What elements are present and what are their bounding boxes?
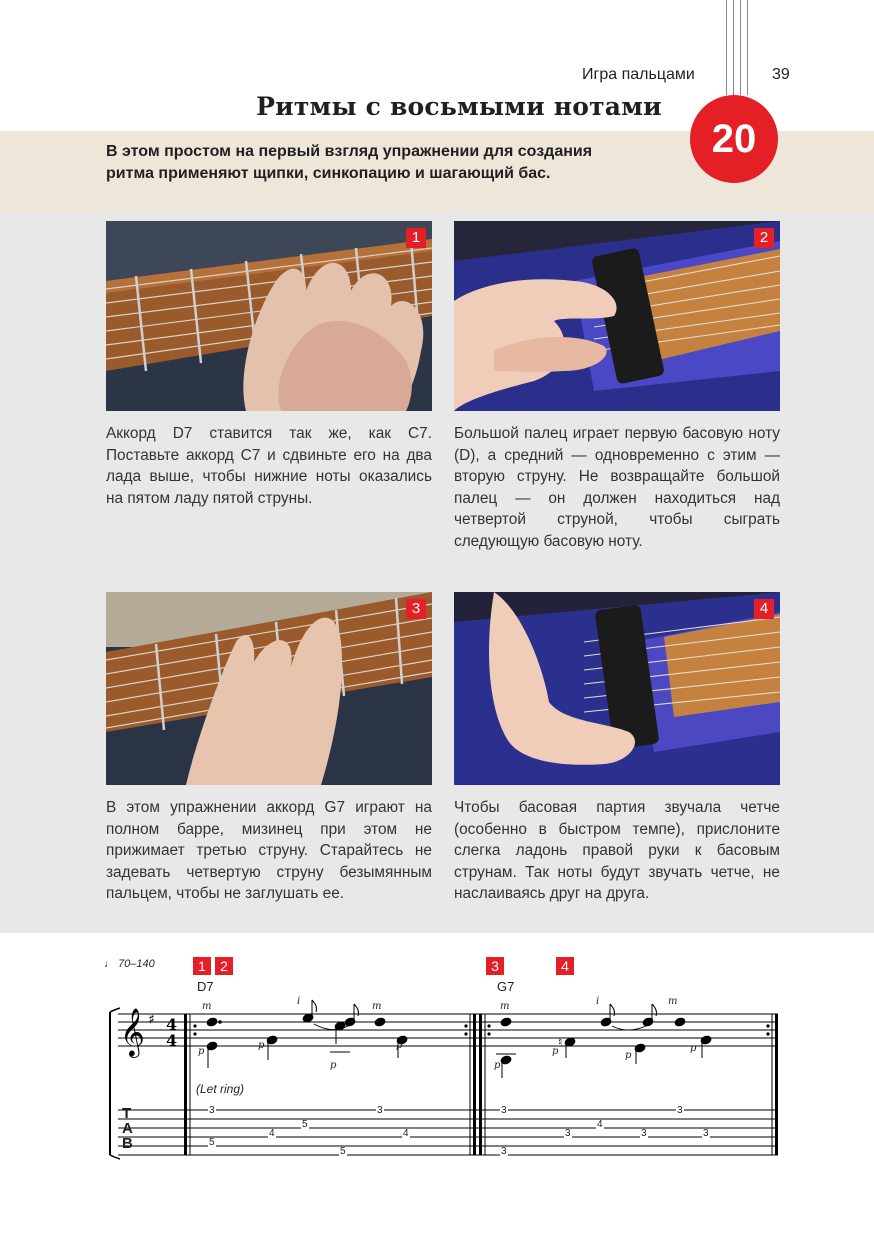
step-badge-1: 1	[406, 228, 426, 248]
fingering-p5: p	[494, 1060, 501, 1071]
photo-step-3-illustration	[106, 592, 432, 785]
step-caption-1: Аккорд D7 ставится так же, как C7. Поставьте аккорд C7 и сдвиньте его на два лада выше, чтобы нижние ноты оказались на пятом ладу пятой струны.	[106, 425, 432, 507]
step-caption-3: В этом упражнении аккорд G7 играют на полном барре, мизинец при этом не прижимает третью струну. Старайтесь не задевать четвертую струну безымянным пальцем, чтобы не заглушать ее.	[106, 799, 432, 902]
photo-step-1-illustration	[106, 221, 432, 411]
notation-marker-4: 4	[556, 957, 574, 975]
step-badge-4: 4	[754, 599, 774, 619]
page-number: 39	[772, 66, 790, 83]
fingering-p4: p	[396, 1040, 403, 1051]
fingering-p7: p	[625, 1050, 632, 1061]
step-badge-3: 3	[406, 599, 426, 619]
time-signature-top: 4	[166, 1015, 178, 1034]
photo-step-4	[454, 592, 780, 785]
fingering-p2: p	[258, 1040, 265, 1051]
tab-letter-t: T	[122, 1105, 132, 1122]
tab-number: 3	[641, 1128, 647, 1139]
sharp-icon: ♯	[148, 1012, 155, 1028]
let-ring-marking: (Let ring)	[196, 1082, 245, 1096]
tab-number: 3	[565, 1128, 571, 1139]
photo-step-2	[454, 221, 780, 411]
tab-number: 4	[269, 1128, 275, 1139]
photo-step-2-illustration	[454, 221, 780, 411]
tempo-value: 70–140	[118, 958, 155, 970]
treble-clef-icon: 𝄞	[120, 1007, 145, 1056]
fingering-m2: m	[372, 1001, 382, 1012]
fingering-m4: m	[668, 996, 678, 1007]
tab-number: 3	[703, 1128, 709, 1139]
notation-marker-1: 1	[193, 957, 211, 975]
tab-number: 5	[209, 1137, 215, 1148]
intro-text: В этом простом на первый взгляд упражнении для создания ритма применяют щипки, синкопацию и шагающий бас.	[106, 143, 593, 182]
fingering-p3: p	[330, 1060, 337, 1071]
fingering-p1: p	[198, 1046, 205, 1057]
notation-system	[100, 950, 790, 1170]
notation-marker-3: 3	[486, 957, 504, 975]
tab-number: 3	[377, 1105, 383, 1116]
chord-name-g7: G7	[497, 979, 515, 994]
page-title: Ритмы с восьмыми нотами	[256, 92, 662, 121]
fingering-m3: m	[500, 1001, 510, 1012]
tempo-marking: ♩ 70–140	[104, 958, 155, 970]
fingering-i1: i	[297, 996, 301, 1007]
fingering-p6: p	[552, 1046, 559, 1057]
natural-sign-icon: ♮	[558, 1035, 563, 1049]
tab-number: 5	[340, 1146, 346, 1157]
tab-number: 3	[677, 1105, 683, 1116]
running-header: Игра пальцами	[582, 66, 695, 83]
photo-step-4-illustration	[454, 592, 780, 785]
step-badge-2: 2	[754, 228, 774, 248]
step-caption-4: Чтобы басовая партия звучала четче (особенно в быстром темпе), прислоните слегка ладонь правой руки к басовым струнам. Так ноты будут звучать четче, не наслаиваясь друг на друга.	[454, 799, 780, 902]
tab-letter-a: A	[122, 1120, 133, 1137]
tab-number: 4	[597, 1119, 603, 1130]
tab-number: 3	[209, 1105, 215, 1116]
staff-and-tab	[100, 950, 790, 1170]
fingering-i2: i	[596, 996, 600, 1007]
tab-number: 3	[501, 1146, 507, 1157]
photo-step-3	[106, 592, 432, 785]
lesson-number-badge: 20	[690, 95, 778, 183]
tab-number: 5	[302, 1119, 308, 1130]
fingering-m1: m	[202, 1001, 212, 1012]
step-caption-2: Большой палец играет первую басовую ноту (D), а средний — одновременно с этим — вторую струну. Не возвращайте большой палец — он должен находиться над четвертой струной, чтобы сыграть следующую басовую ноту.	[454, 425, 780, 550]
margin-rule-lines	[726, 0, 748, 95]
photo-step-1	[106, 221, 432, 411]
tab-number: 3	[501, 1105, 507, 1116]
time-signature-bottom: 4	[166, 1031, 178, 1050]
tab-number: 4	[403, 1128, 409, 1139]
tab-letter-b: B	[122, 1135, 133, 1152]
notation-marker-2: 2	[215, 957, 233, 975]
fingering-p8: p	[690, 1043, 697, 1054]
chord-name-d7: D7	[197, 979, 214, 994]
